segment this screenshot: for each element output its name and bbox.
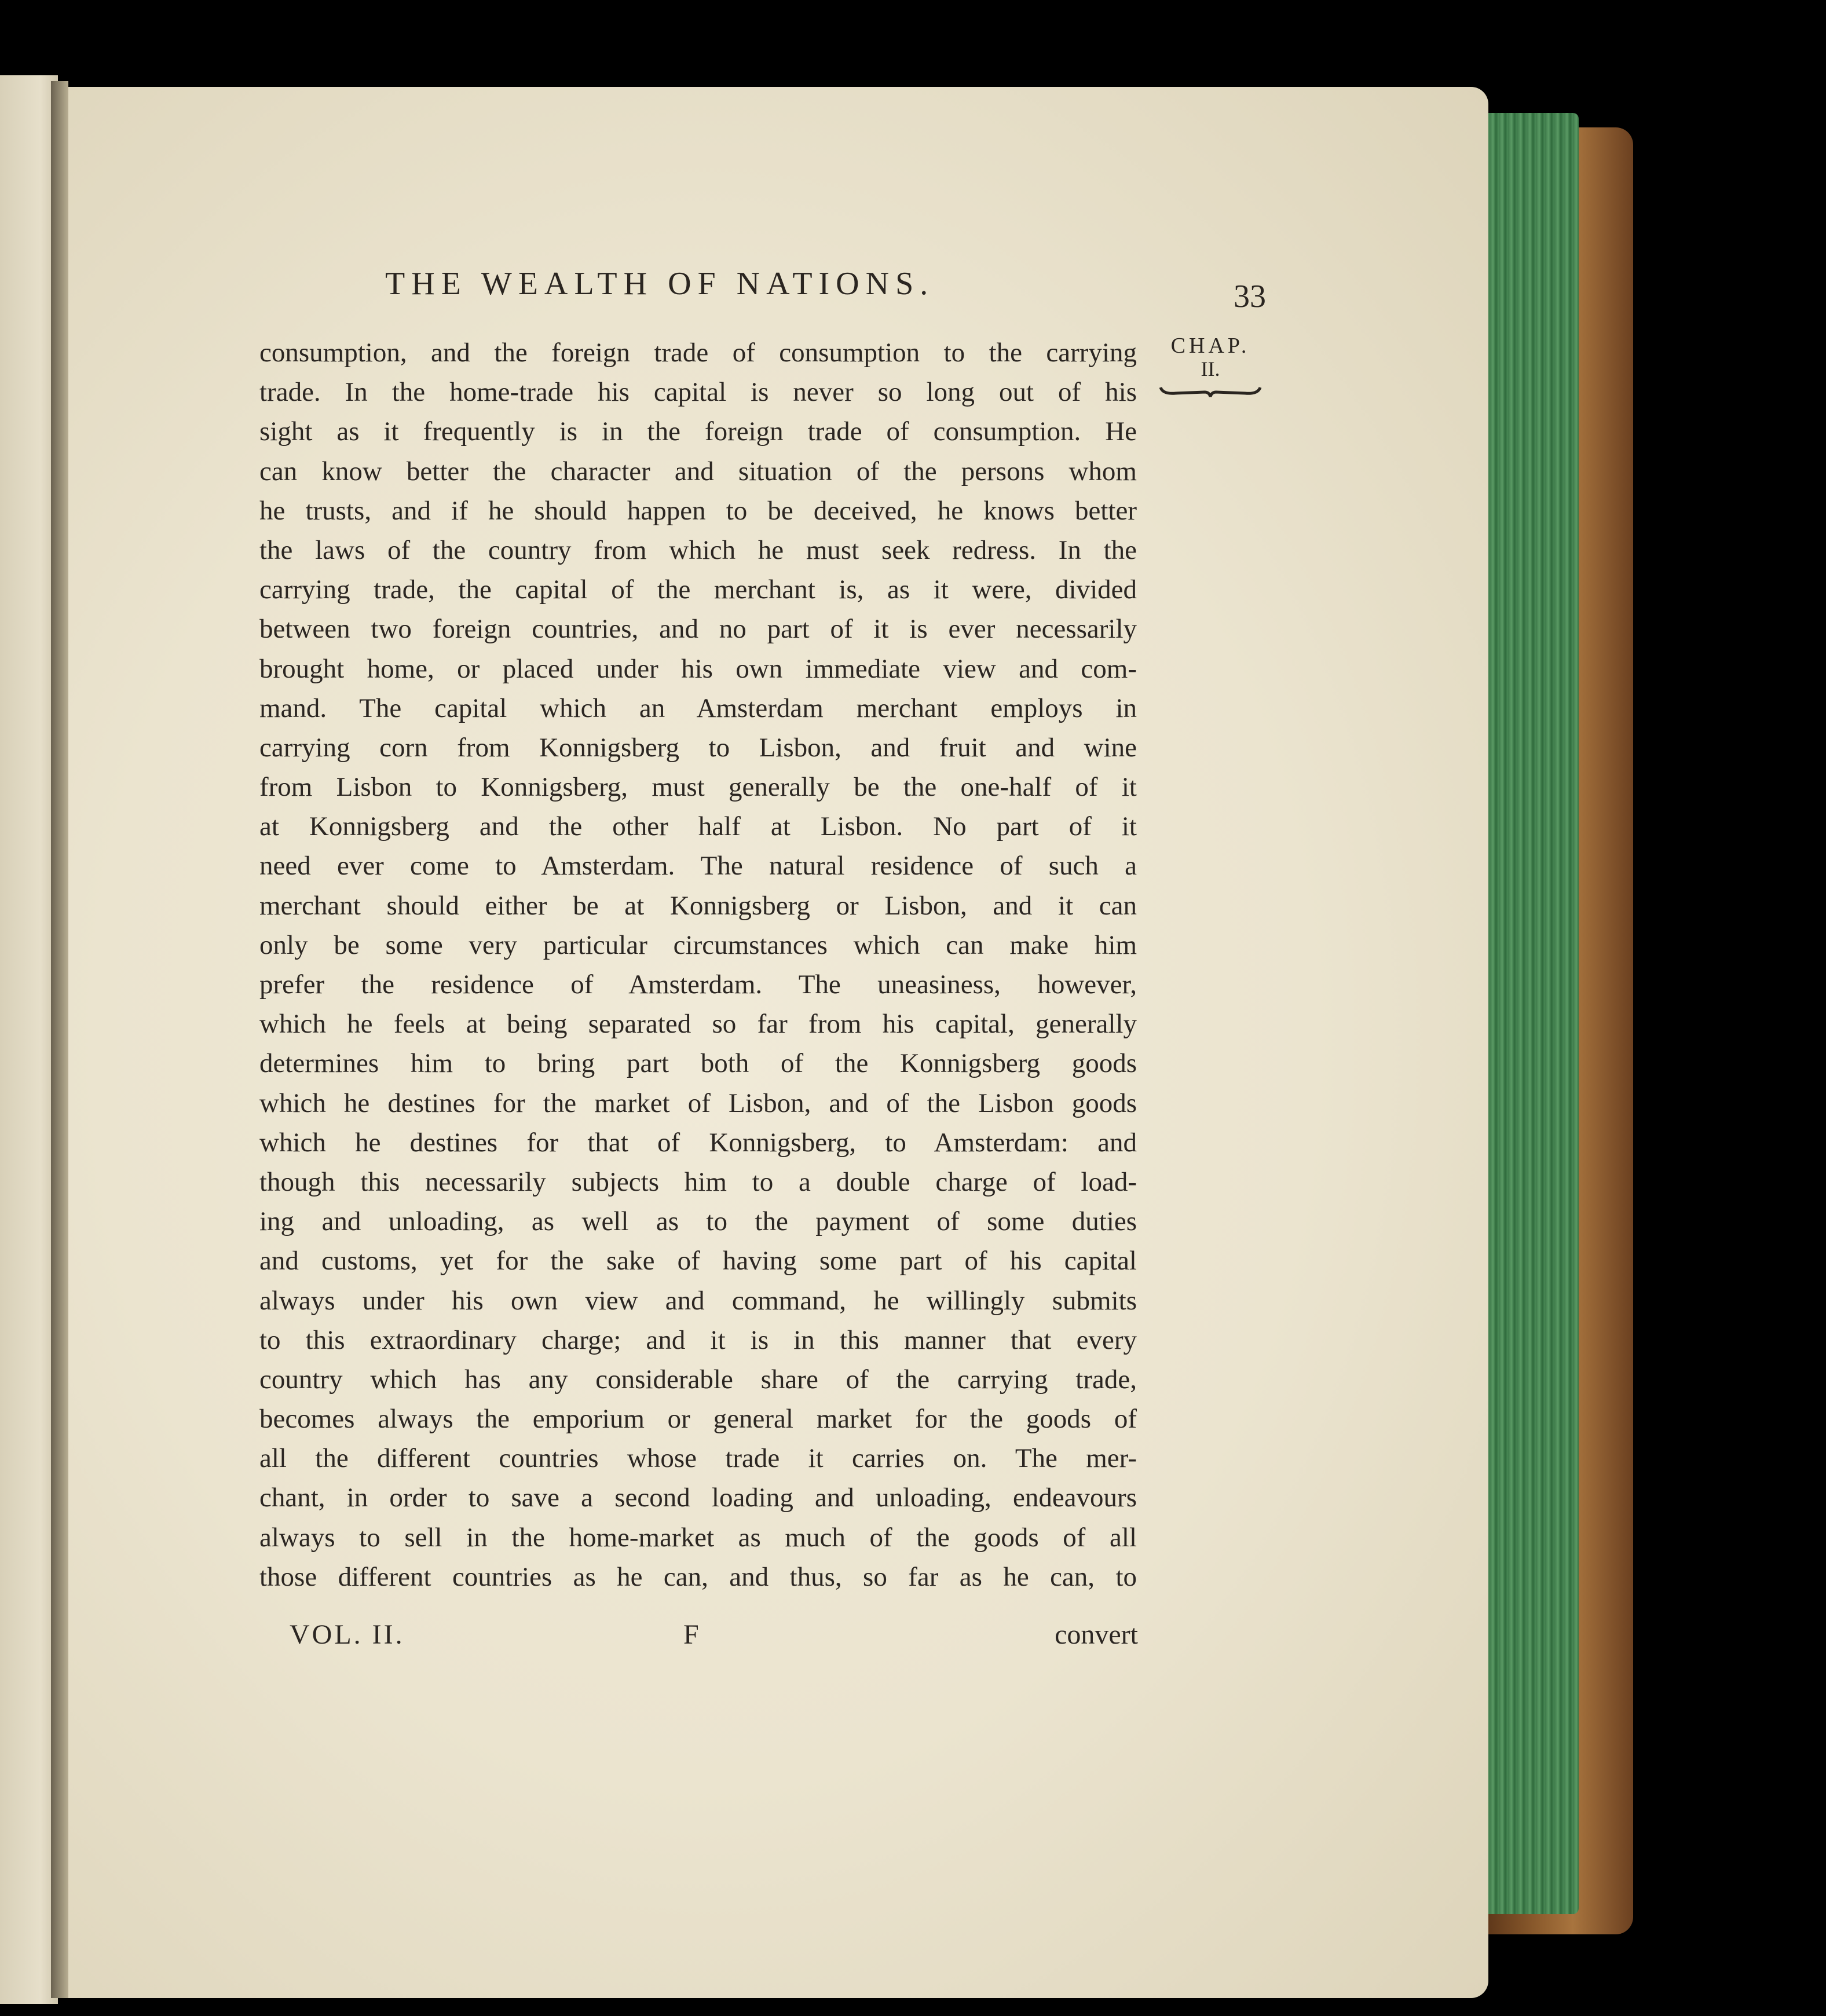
text-line: though this necessarily subjects him to a double charge of load- xyxy=(259,1166,1137,1197)
page-number: 33 xyxy=(1234,279,1266,314)
text-line: to this extraordinary charge; and it is in this manner that every xyxy=(259,1325,1137,1355)
text-line: he trusts, and if he should happen to be deceived, he knows better xyxy=(259,495,1137,526)
text-line: from Lisbon to Konnigsberg, must generally be the one-half of it xyxy=(259,772,1137,803)
text-line: becomes always the emporium or general market for the goods of xyxy=(259,1404,1137,1435)
page-footer xyxy=(266,1619,1138,1659)
signature-mark: F xyxy=(683,1619,699,1650)
text-line: country which has any considerable share of the carrying trade, xyxy=(259,1364,1137,1395)
text-line: and customs, yet for the sake of having some part of his capital xyxy=(259,1246,1137,1276)
body-text xyxy=(259,333,1137,1597)
chapter-label: CHAP. xyxy=(1170,334,1250,358)
text-line: all the different countries whose trade it carries on. The mer- xyxy=(259,1443,1137,1474)
text-line: which he destines for the market of Lisbon, and of the Lisbon goods xyxy=(259,1088,1137,1118)
text-line: the laws of the country from which he must seek redress. In the xyxy=(259,535,1137,565)
text-line: sight as it frequently is in the foreign trade of consumption. He xyxy=(259,416,1137,447)
text-line: prefer the residence of Amsterdam. The uneasiness, however, xyxy=(259,969,1137,1000)
text-line: always to sell in the home-market as much of the goods of all xyxy=(259,1522,1137,1553)
text-line: need ever come to Amsterdam. The natural residence of such a xyxy=(259,851,1137,881)
brace-icon xyxy=(1158,382,1263,399)
text-line: only be some very particular circumstances which can make him xyxy=(259,930,1137,960)
text-line: trade. In the home-trade his capital is never so long out of his xyxy=(259,377,1137,408)
text-line: merchant should either be at Konnigsberg or Lisbon, and it can xyxy=(259,890,1137,921)
text-line: always under his own view and command, he willingly submits xyxy=(259,1285,1137,1316)
text-line: determines him to bring part both of the Konnigsberg goods xyxy=(259,1048,1137,1079)
text-line: brought home, or placed under his own immediate view and com- xyxy=(259,653,1137,684)
chapter-number: II. xyxy=(1201,357,1220,380)
text-line: which he feels at being separated so far from his capital, generally xyxy=(259,1009,1137,1040)
text-line: at Konnigsberg and the other half at Lisbon. No part of it xyxy=(259,811,1137,842)
facing-page-edge xyxy=(0,75,58,2004)
text-line: ing and unloading, as well as to the payment of some duties xyxy=(259,1206,1137,1237)
running-head: THE WEALTH OF NATIONS. xyxy=(385,266,935,302)
text-line: consumption, and the foreign trade of consumption to the carrying xyxy=(259,338,1137,368)
text-line: between two foreign countries, and no part of it is ever necessarily xyxy=(259,614,1137,645)
catchword: convert xyxy=(1055,1619,1138,1650)
text-line: those different countries as he can, and thus, so far as he can, to xyxy=(259,1561,1137,1592)
book-gutter xyxy=(51,81,68,1998)
text-line: chant, in order to save a second loading and unloading, endeavours xyxy=(259,1483,1137,1513)
text-line: mand. The capital which an Amsterdam merchant employs in xyxy=(259,693,1137,723)
text-line: which he destines for that of Konnigsberg, to Amsterdam: and xyxy=(259,1127,1137,1158)
page-block-edge xyxy=(1480,113,1579,1914)
text-line: can know better the character and situation of the persons whom xyxy=(259,456,1137,486)
text-line: carrying corn from Konnigsberg to Lisbon, and fruit and wine xyxy=(259,732,1137,763)
text-line: carrying trade, the capital of the merchant is, as it were, divided xyxy=(259,575,1137,605)
margin-note xyxy=(1144,333,1277,399)
volume-mark: VOL. II. xyxy=(290,1619,405,1650)
